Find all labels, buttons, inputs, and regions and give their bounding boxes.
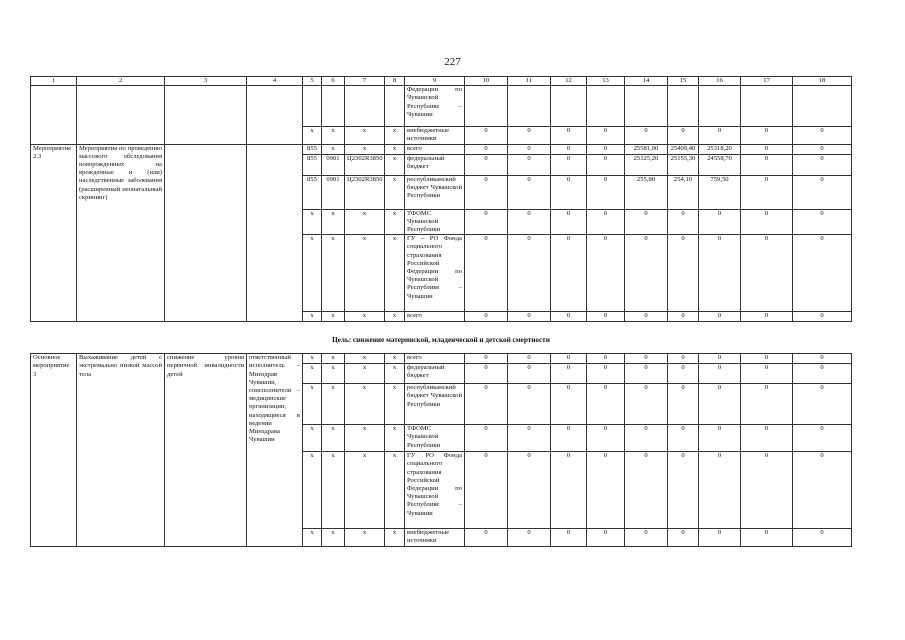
value-cell: 0 [551, 384, 587, 425]
code-cell: x [345, 529, 385, 547]
value-cell: 0 [668, 127, 699, 144]
code-cell: x [345, 209, 385, 235]
value-cell: 0 [793, 235, 852, 312]
funding-source: республиканский бюджет Чувашской Республики [405, 175, 465, 209]
value-cell: 0 [551, 144, 587, 154]
value-cell: 0 [741, 235, 793, 312]
value-cell: 25409,40 [668, 144, 699, 154]
code-cell: x [303, 529, 322, 547]
funding-source: внебюджетные источники [405, 127, 465, 144]
column-header-row [31, 77, 852, 86]
value-cell: 0 [587, 529, 625, 547]
code-cell: x [385, 452, 405, 529]
empty-cell [247, 86, 303, 144]
column-header: 15 [668, 77, 699, 86]
value-cell: 0 [551, 354, 587, 364]
column-header: 7 [345, 77, 385, 86]
funding-source: ТФОМС Чувашской Республики [405, 209, 465, 235]
code-cell: Ц2302R3850 [345, 175, 385, 209]
value-cell: 0 [625, 312, 668, 322]
funding-source: ГУ – РО Фонда социального страхования Российской Федерации по Чувашской Республике – Чувашии [405, 235, 465, 312]
code-cell: x [322, 452, 345, 529]
code-cell: x [303, 364, 322, 384]
code-cell: 0901 [322, 154, 345, 175]
code-cell: x [385, 144, 405, 154]
column-header: 16 [699, 77, 741, 86]
value-cell: 0 [587, 452, 625, 529]
value-cell: 0 [551, 364, 587, 384]
page-number: 227 [444, 56, 461, 68]
column-header: 8 [385, 77, 405, 86]
empty-cell [165, 144, 247, 322]
code-cell: Ц2302R3850 [345, 154, 385, 175]
code-cell: x [345, 384, 385, 425]
value-cell: 0 [741, 529, 793, 547]
code-cell: x [322, 384, 345, 425]
value-cell: 0 [793, 127, 852, 144]
code-cell: x [345, 452, 385, 529]
value-cell: 0 [793, 364, 852, 384]
value-cell: 0 [587, 364, 625, 384]
code-cell: 0901 [322, 175, 345, 209]
value-cell: 0 [465, 529, 508, 547]
value-cell: 0 [668, 354, 699, 364]
table-row [31, 144, 852, 154]
funding-source: федеральный бюджет [405, 364, 465, 384]
value-cell: 0 [551, 127, 587, 144]
column-header: 12 [551, 77, 587, 86]
code-cell: x [345, 235, 385, 312]
column-header: 5 [303, 77, 322, 86]
column-header: 2 [77, 77, 165, 86]
value-cell: 0 [699, 384, 741, 425]
funding-source: всего [405, 144, 465, 154]
column-header: 3 [165, 77, 247, 86]
value-cell: 0 [465, 384, 508, 425]
code-cell: x [303, 452, 322, 529]
code-cell: 855 [303, 175, 322, 209]
value-cell: 0 [668, 312, 699, 322]
value-cell: 0 [625, 235, 668, 312]
code-cell: x [303, 312, 322, 322]
code-cell: x [345, 144, 385, 154]
value-cell: 0 [741, 127, 793, 144]
code-cell: x [385, 175, 405, 209]
value-cell: 25318,20 [699, 144, 741, 154]
value-cell: 0 [587, 144, 625, 154]
value-cell: 0 [793, 452, 852, 529]
value-cell: 0 [793, 312, 852, 322]
value-cell: 0 [465, 235, 508, 312]
code-cell: x [322, 127, 345, 144]
value-cell: 0 [668, 529, 699, 547]
goal-row [31, 322, 852, 354]
value-cell: 25325,20 [625, 154, 668, 175]
empty-cell [247, 144, 303, 322]
table-row [31, 354, 852, 364]
value-cell: 0 [587, 209, 625, 235]
value-cell: 0 [551, 175, 587, 209]
code-cell: x [385, 425, 405, 452]
value-cell: 0 [625, 364, 668, 384]
value-cell: 0 [625, 127, 668, 144]
value-cell: 0 [793, 154, 852, 175]
value-cell: 0 [699, 452, 741, 529]
code-cell: x [385, 354, 405, 364]
value-cell: 0 [625, 384, 668, 425]
executor: ответственный исполнитель – Минздрав Чувашии, соисполнители – медицинские организации, находящиеся в ведении Минздрава Чувашии [247, 354, 303, 547]
funding-source: всего [405, 354, 465, 364]
code-cell: x [322, 235, 345, 312]
target-indicator: снижение уровня первичной инвалидности детей [165, 354, 247, 547]
code-cell: x [345, 354, 385, 364]
funding-source: федеральный бюджет [405, 154, 465, 175]
code-cell: x [303, 209, 322, 235]
value-cell: 0 [551, 425, 587, 452]
funding-source: республиканский бюджет Чувашской Республики [405, 384, 465, 425]
value-cell: 25581,00 [625, 144, 668, 154]
code-cell: 855 [303, 154, 322, 175]
empty-cell [385, 86, 405, 127]
value-cell: 0 [508, 154, 551, 175]
value-cell: 0 [793, 175, 852, 209]
code-cell: 855 [303, 144, 322, 154]
value-cell: 0 [587, 425, 625, 452]
column-header: 17 [741, 77, 793, 86]
value-cell: 0 [551, 312, 587, 322]
code-cell: x [345, 312, 385, 322]
empty-cell [551, 86, 587, 127]
code-cell: x [322, 364, 345, 384]
empty-cell [303, 86, 322, 127]
value-cell: 0 [551, 529, 587, 547]
code-cell: x [322, 312, 345, 322]
value-cell: 0 [465, 154, 508, 175]
value-cell: 0 [668, 425, 699, 452]
value-cell: 0 [699, 425, 741, 452]
code-cell: x [303, 425, 322, 452]
value-cell: 0 [465, 425, 508, 452]
value-cell: 0 [465, 144, 508, 154]
value-cell: 0 [508, 364, 551, 384]
column-header: 1 [31, 77, 77, 86]
code-cell: x [322, 144, 345, 154]
empty-cell [165, 86, 247, 144]
value-cell: 0 [699, 127, 741, 144]
funding-source: ТФОМС Чувашской Республики [405, 425, 465, 452]
value-cell: 0 [508, 235, 551, 312]
value-cell: 0 [587, 154, 625, 175]
value-cell: 0 [508, 175, 551, 209]
value-cell: 0 [508, 312, 551, 322]
table-row [31, 86, 852, 127]
value-cell: 0 [741, 175, 793, 209]
value-cell: 0 [465, 175, 508, 209]
value-cell: 0 [793, 144, 852, 154]
value-cell: 24558,70 [699, 154, 741, 175]
empty-cell [322, 86, 345, 127]
value-cell: 0 [587, 384, 625, 425]
value-cell: 255,80 [625, 175, 668, 209]
column-header: 4 [247, 77, 303, 86]
empty-cell [699, 86, 741, 127]
value-cell: 0 [793, 425, 852, 452]
goal-heading: Цель: снижение материнской, младенческой и детской смертности [31, 322, 852, 354]
value-cell: 0 [508, 452, 551, 529]
measure-label: Мероприятие 2.3 [31, 144, 77, 322]
code-cell: x [303, 235, 322, 312]
code-cell: x [345, 425, 385, 452]
value-cell: 0 [699, 235, 741, 312]
column-header: 18 [793, 77, 852, 86]
value-cell: 0 [699, 354, 741, 364]
value-cell: 25155,30 [668, 154, 699, 175]
measure-name: Мероприятия по проведению массового обследования новорожденных на врожденные и (или) наследственные заболевания (расширенный неонатальный скрининг) [77, 144, 165, 322]
value-cell: 0 [551, 209, 587, 235]
code-cell: x [322, 529, 345, 547]
value-cell: 0 [587, 354, 625, 364]
value-cell: 0 [741, 452, 793, 529]
value-cell: 0 [465, 312, 508, 322]
value-cell: 0 [699, 312, 741, 322]
empty-cell [587, 86, 625, 127]
value-cell: 0 [741, 154, 793, 175]
value-cell: 0 [793, 209, 852, 235]
measure-name: Выхаживание детей с экстремально низкой массой тела [77, 354, 165, 547]
code-cell: x [385, 154, 405, 175]
value-cell: 0 [508, 209, 551, 235]
value-cell: 0 [508, 144, 551, 154]
column-header: 11 [508, 77, 551, 86]
value-cell: 0 [625, 452, 668, 529]
value-cell: 0 [465, 364, 508, 384]
value-cell: 0 [699, 364, 741, 384]
value-cell: 0 [551, 235, 587, 312]
funding-source: внебюджетные источники [405, 529, 465, 547]
value-cell: 0 [668, 235, 699, 312]
value-cell: 0 [465, 127, 508, 144]
value-cell: 0 [465, 209, 508, 235]
value-cell: 0 [625, 209, 668, 235]
funding-source: всего [405, 312, 465, 322]
value-cell: 0 [508, 425, 551, 452]
value-cell: 0 [793, 384, 852, 425]
code-cell: x [345, 127, 385, 144]
value-cell: 0 [699, 209, 741, 235]
code-cell: x [345, 364, 385, 384]
value-cell: 0 [625, 354, 668, 364]
empty-cell [625, 86, 668, 127]
code-cell: x [303, 354, 322, 364]
value-cell: 0 [587, 312, 625, 322]
column-header: 9 [405, 77, 465, 86]
code-cell: x [303, 384, 322, 425]
value-cell: 0 [465, 354, 508, 364]
code-cell: x [303, 127, 322, 144]
value-cell: 0 [508, 127, 551, 144]
empty-cell [465, 86, 508, 127]
value-cell: 0 [741, 144, 793, 154]
empty-cell [741, 86, 793, 127]
value-cell: 759,50 [699, 175, 741, 209]
empty-cell [668, 86, 699, 127]
program-table [30, 76, 852, 547]
code-cell: x [385, 312, 405, 322]
column-header: 14 [625, 77, 668, 86]
empty-cell [77, 86, 165, 144]
value-cell: 0 [587, 175, 625, 209]
value-cell: 0 [668, 452, 699, 529]
column-header: 6 [322, 77, 345, 86]
value-cell: 0 [741, 209, 793, 235]
value-cell: 0 [793, 354, 852, 364]
measure-label: Основное мероприятие 3 [31, 354, 77, 547]
column-header: 13 [587, 77, 625, 86]
value-cell: 0 [699, 529, 741, 547]
empty-cell [793, 86, 852, 127]
value-cell: 0 [625, 529, 668, 547]
value-cell: 0 [508, 354, 551, 364]
value-cell: 0 [551, 452, 587, 529]
empty-cell [31, 86, 77, 144]
code-cell: x [385, 209, 405, 235]
value-cell: 0 [741, 364, 793, 384]
column-header: 10 [465, 77, 508, 86]
empty-cell [345, 86, 385, 127]
value-cell: 0 [668, 364, 699, 384]
code-cell: x [385, 384, 405, 425]
value-cell: 0 [625, 425, 668, 452]
value-cell: 0 [741, 384, 793, 425]
funding-source: Федерации по Чувашской Республике – Чувашии [405, 86, 465, 127]
code-cell: x [385, 127, 405, 144]
funding-source: ГУ РО Фонда социального страхования Российской Федерации по Чувашской Республике – Чувашии [405, 452, 465, 529]
empty-cell [508, 86, 551, 127]
code-cell: x [385, 235, 405, 312]
value-cell: 0 [741, 425, 793, 452]
value-cell: 0 [668, 384, 699, 425]
value-cell: 0 [551, 154, 587, 175]
value-cell: 0 [587, 235, 625, 312]
value-cell: 0 [465, 452, 508, 529]
code-cell: x [322, 209, 345, 235]
code-cell: x [385, 529, 405, 547]
value-cell: 254,10 [668, 175, 699, 209]
value-cell: 0 [793, 529, 852, 547]
code-cell: x [322, 354, 345, 364]
code-cell: x [322, 425, 345, 452]
value-cell: 0 [741, 312, 793, 322]
code-cell: x [385, 364, 405, 384]
value-cell: 0 [741, 354, 793, 364]
value-cell: 0 [668, 209, 699, 235]
value-cell: 0 [587, 127, 625, 144]
value-cell: 0 [508, 529, 551, 547]
value-cell: 0 [508, 384, 551, 425]
